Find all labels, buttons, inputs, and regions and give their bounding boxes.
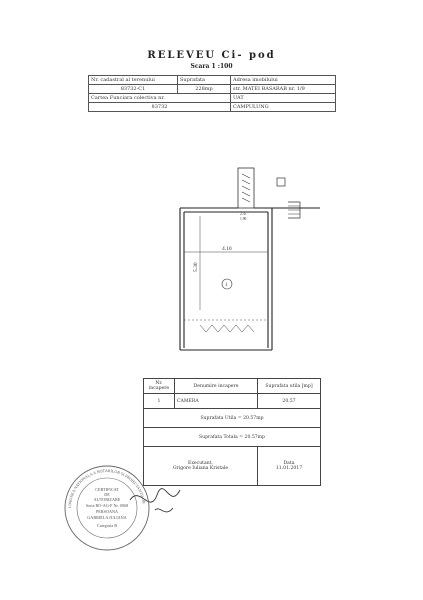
table-cell: 228mp [178, 85, 231, 94]
scale-label: Scara 1 :100 [190, 63, 233, 70]
table-header-cell: Nr. incapere [144, 379, 175, 394]
executant-name: Grigore Iuliana Kristale [172, 466, 229, 471]
table-row [89, 76, 336, 85]
stamp-line: Seria RO-AG-F Nr. 0068 [85, 503, 129, 508]
table-cell: 83732 [89, 103, 231, 112]
date-label: Data [283, 461, 295, 466]
height-dimension: 5.30 [193, 262, 199, 272]
table-row [144, 379, 321, 394]
table-cell: 1 [144, 394, 175, 409]
width-dimension: 4.10 [222, 246, 232, 252]
executant-label: Executant, [187, 461, 214, 466]
roof-slope-marks [200, 325, 254, 332]
staircase-right-icon [288, 202, 300, 218]
stamp-line: PERSOANA [95, 509, 119, 514]
table-cell: 83732-C1 [89, 85, 178, 94]
stamp-outer-text: UNIUNEA NATIONALA A NOTARILOR SI PROIECTANTILOR [66, 467, 147, 509]
table-header-cell: Suprafata utila [mp] [258, 379, 321, 394]
table-header-cell: Nr. cadastral al terenului [89, 76, 178, 85]
document-title: RELEVEU Ci- pod [147, 50, 276, 61]
rooms-table [143, 378, 321, 486]
stamp-line: AUTORIZARE [93, 497, 121, 502]
table-row [144, 394, 321, 409]
small-dimension-2: 1.90 [240, 217, 247, 221]
table-header-cell: UAT [231, 94, 336, 103]
table-header-cell: Suprafata [178, 76, 231, 85]
table-header-cell: Denumire incapere [175, 379, 258, 394]
table-cell: CAMPULUNG [231, 103, 336, 112]
date-value: 11.01.2017 [275, 466, 303, 471]
official-stamp-icon [62, 463, 152, 553]
table-row [144, 409, 321, 428]
stamp-line: GABRIELA IULIANA [87, 515, 127, 520]
room-number: 1 [225, 283, 228, 288]
chimney-square [277, 178, 285, 186]
table-cell: CAMERA [175, 394, 258, 409]
room-walls [180, 208, 320, 350]
table-cell: 20.57 [258, 394, 321, 409]
table-total-useful: Suprafata Utila = 20.57mp [144, 409, 321, 428]
table-row [89, 94, 336, 103]
stamp-line: CERTIFICAT [95, 487, 119, 492]
table-header-cell: Cartea Funciara colectiva nr. [89, 94, 231, 103]
date-cell [258, 447, 321, 486]
table-row [144, 428, 321, 447]
table-row [89, 85, 336, 94]
property-info-table [88, 75, 336, 112]
table-header-cell: Adresa imobilului [231, 76, 336, 85]
stamp-line: DE [104, 492, 110, 497]
stamp-line: Categoria B [96, 523, 118, 528]
small-dimension-1: 2.35 [240, 212, 247, 216]
table-row [89, 103, 336, 112]
table-cell: str. MATEI BASARAB nr. 1/9 [231, 85, 336, 94]
staircase-top-icon [238, 168, 254, 208]
table-total: Suprafata Totala = 20.57mp [144, 428, 321, 447]
floor-plan [160, 160, 330, 360]
